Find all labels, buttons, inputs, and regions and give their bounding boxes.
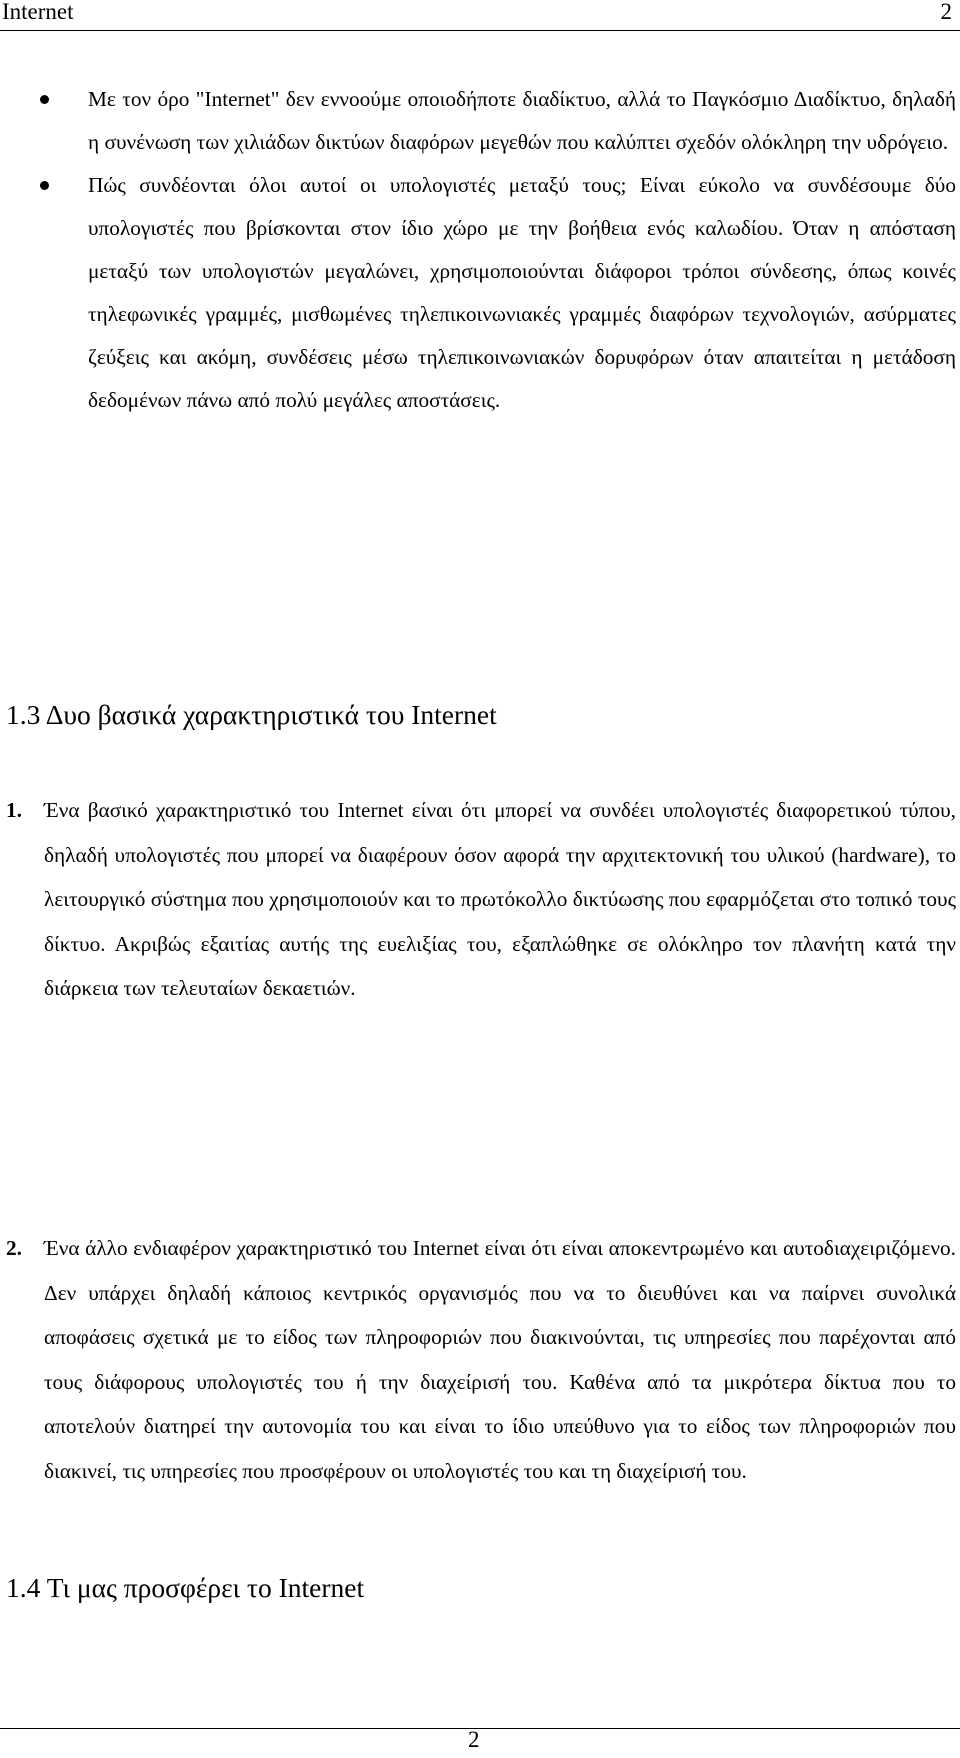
section-heading-1-3: 1.3 Δυο βασικά χαρακτηριστικά του Internet [6, 699, 497, 730]
bullet-text: Πώς συνδέονται όλοι αυτοί οι υπολογιστές μεταξύ τους; Είναι εύκολο να συνδέσουμε δύο υπολογιστές που βρίσκονται στον ίδιο χώρο με την βοήθεια ενός καλωδίου. Όταν η απόσταση μεταξύ των υπολογιστών μεγαλώνει, χρησιμοποιούνται διάφοροι τρόποι σύνδεσης, όπως κοινές τηλεφωνικές γραμμές, μισθωμένες τηλεπικοινωνιακές γραμμές διαφόρων τεχνολογιών, ασύρματες ζεύξεις και ακόμη, συνδέσεις μέσω τηλεπικοινωνιακών δορυφόρων όταν απαιτείται η μετάδοση δεδομένων πάνω από πολύ μεγάλες αποστάσεις. [88, 173, 956, 412]
header-title: Internet [2, 0, 74, 24]
header-page-number: 2 [940, 0, 952, 24]
numbered-list-item-2 [0, 1226, 960, 1493]
footer-page-number: 2 [468, 1727, 480, 1752]
bullet-dot-icon [40, 181, 49, 190]
page-footer [0, 1728, 960, 1758]
bullet-item [0, 78, 960, 164]
section-heading-1-4: 1.4 Τι μας προσφέρει το Internet [6, 1572, 365, 1603]
bullet-item [0, 164, 960, 422]
bullet-text: Με τον όρο "Internet" δεν εννοούμε οποιοδήποτε διαδίκτυο, αλλά το Παγκόσμιο Διαδίκτυο, δηλαδή η συνένωση των χιλιάδων δικτύων διαφόρων μεγεθών που καλύπτει σχεδόν ολόκληρη την υδρόγειο. [88, 87, 956, 154]
item-number: 2. [6, 1236, 22, 1260]
numbered-list-item-1 [0, 788, 960, 1011]
item-text: Ένα βασικό χαρακτηριστικό του Internet είναι ότι μπορεί να συνδέει υπολογιστές διαφορετικού τύπου, δηλαδή υπολογιστές που μπορεί να διαφέρουν όσον αφορά την αρχιτεκτονική του υλικού (hardware), το λειτουργικό σύστημα που χρησιμοποιούν και το πρωτόκολλο δικτύωσης που εφαρμόζεται στο τοπικό τους δίκτυο. Ακριβώς εξαιτίας αυτής της ευελιξίας του, εξαπλώθηκε σε ολόκληρο τον πλανήτη κατά την διάρκεια των τελευταίων δεκαετιών. [44, 798, 956, 1000]
item-number: 1. [6, 798, 22, 822]
bullet-list [0, 78, 960, 422]
page-header [0, 0, 960, 31]
bullet-dot-icon [40, 95, 49, 104]
item-text: Ένα άλλο ενδιαφέρον χαρακτηριστικό του Internet είναι ότι είναι αποκεντρωμένο και αυτοδιαχειριζόμενο. Δεν υπάρχει δηλαδή κάποιος κεντρικός οργανισμός που να το διευθύνει και να παίρνει συνολικά αποφάσεις σχετικά με το είδος των πληροφοριών που διακινούνται, τις υπηρεσίες που παρέχονται από τους διάφορους υπολογιστές του ή την διαχείρισή του. Καθένα από τα μικρότερα δίκτυα που το αποτελούν διατηρεί την αυτονομία του και είναι το ίδιο υπεύθυνο για το είδος των πληροφοριών που διακινεί, τις υπηρεσίες που προσφέρουν οι υπολογιστές του και τη διαχείρισή του. [44, 1236, 956, 1483]
